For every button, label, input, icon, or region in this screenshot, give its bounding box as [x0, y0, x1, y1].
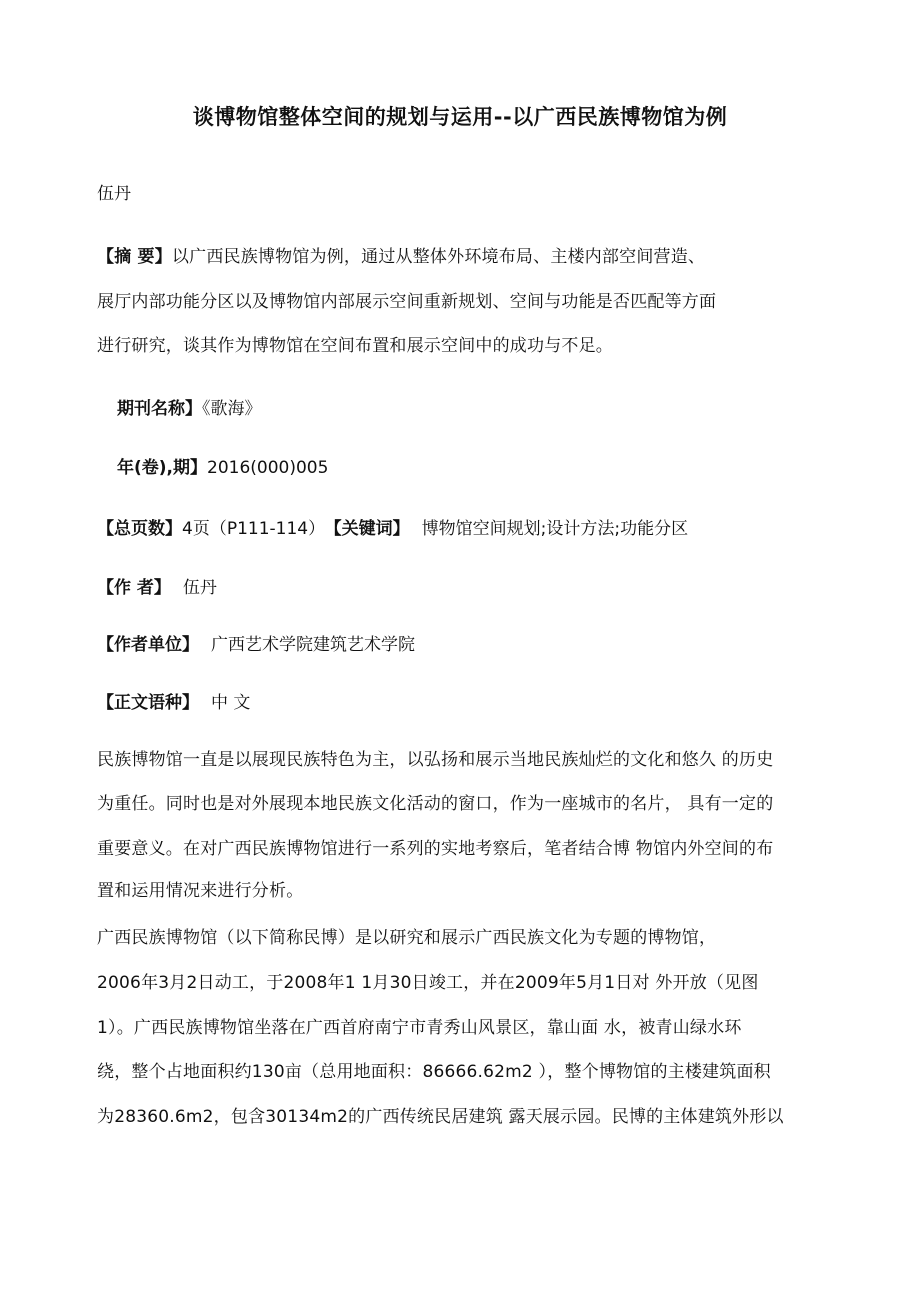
- body-line: 民族博物馆一直是以展现民族特色为主，以弘扬和展示当地民族灿烂的文化和悠久 的历史: [97, 750, 774, 770]
- abstract-line-2: 展厅内部功能分区以及博物馆内部展示空间重新规划、空间与功能是否匹配等方面: [97, 292, 717, 312]
- issue-label: 年(卷),期】: [117, 458, 207, 478]
- language-row: [97, 690, 250, 716]
- unit-label: 【作者单位】: [97, 635, 199, 655]
- body-line: 1）。广西民族博物馆坐落在广西首府南宁市青秀山风景区，靠山面 水，被青山绿水环: [97, 1018, 742, 1038]
- abstract-label: 【摘 要】: [97, 247, 172, 267]
- journal-row: [117, 396, 262, 422]
- pages-value: 4页（P111-114）: [182, 519, 326, 539]
- author-name: 伍丹: [97, 184, 131, 204]
- body-line: 绕，整个占地面积约130亩（总用地面积：86666.62m2 ），整个博物馆的主楼建筑面积: [97, 1062, 771, 1082]
- abstract-line-3: 进行研究，谈其作为博物馆在空间布置和展示空间中的成功与不足。: [97, 336, 613, 356]
- pages-keywords-row: [97, 516, 688, 542]
- author-value: 伍丹: [182, 578, 217, 598]
- page-title: 谈博物馆整体空间的规划与运用--以广西民族博物馆为例: [192, 105, 728, 129]
- issue-row: [117, 455, 328, 481]
- journal-value: 《歌海》: [202, 399, 262, 419]
- unit-row: [97, 632, 415, 658]
- language-label: 【正文语种】: [97, 693, 199, 713]
- keywords-label: 【关键词】: [333, 519, 410, 539]
- unit-value: 广西艺术学院建筑艺术学院: [211, 635, 415, 655]
- keywords-value: 博物馆空间规划;设计方法;功能分区: [421, 519, 689, 539]
- body-line: 为重任。同时也是对外展现本地民族文化活动的窗口，作为一座城市的名片， 具有一定的: [97, 794, 774, 814]
- pages-label: 【总页数】: [97, 519, 182, 539]
- author-label: 【作 者】: [97, 578, 171, 598]
- abstract-line-1: [97, 244, 705, 270]
- body-line: 广西民族博物馆（以下简称民博）是以研究和展示广西民族文化为专题的博物馆，: [97, 928, 717, 948]
- language-value: 中 文: [211, 693, 251, 713]
- body-line: 重要意义。在对广西民族博物馆进行一系列的实地考察后，笔者结合博 物馆内外空间的布: [97, 839, 774, 859]
- issue-value: 2016(000)005: [207, 458, 329, 478]
- journal-label: 期刊名称】: [117, 399, 202, 419]
- author-row: [97, 575, 217, 601]
- abstract-text: 以广西民族博物馆为例，通过从整体外环境布局、主楼内部空间营造、: [171, 247, 706, 267]
- body-line: 2006年3月2日动工，于2008年1 1月30日竣工，并在2009年5月1日对 外开放（见图: [97, 973, 759, 993]
- body-line: 为28360.6m2，包含30134m2的广西传统民居建筑 露天展示园。民博的主体建筑外形以: [97, 1107, 784, 1127]
- body-line: 置和运用情况来进行分析。: [97, 881, 304, 901]
